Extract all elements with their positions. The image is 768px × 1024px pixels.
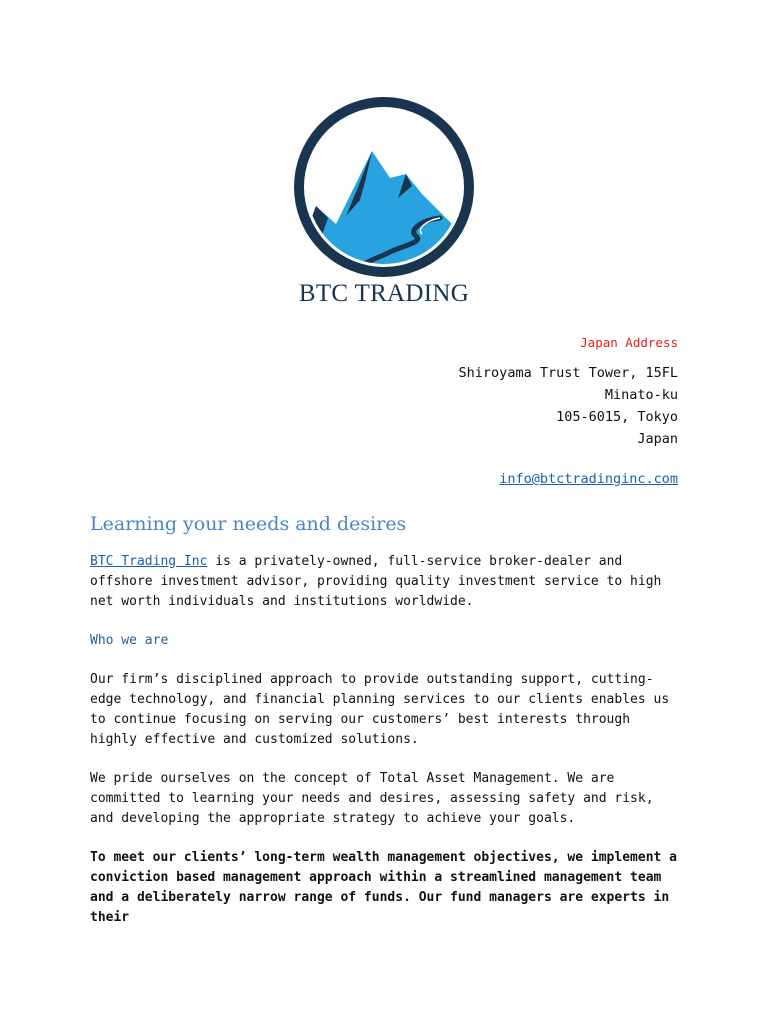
main-content	[90, 514, 680, 947]
logo	[294, 96, 474, 278]
address-line-1: Shiroyama Trust Tower, 15FL	[458, 365, 678, 381]
mountain-river-logo-icon	[294, 96, 474, 278]
address-line-2: Minato-ku	[604, 387, 678, 403]
address-line-4: Japan	[637, 431, 678, 447]
intro-paragraph	[90, 552, 680, 612]
address-line-3: 105-6015, Tokyo	[556, 409, 678, 425]
company-link[interactable]: BTC Trading Inc	[90, 554, 208, 569]
intro-text: is a privately-owned, full-service broker-dealer and offshore investment advisor, providing quality investment service to high net worth individuals and institutions worldwide.	[90, 554, 662, 609]
section-title: Learning your needs and desires	[90, 513, 407, 535]
address-heading: Japan Address	[580, 335, 678, 350]
paragraph-wealth-objectives: To meet our clients’ long-term wealth management objectives, we implement a conviction based management approach within a streamlined management team and a deliberately narrow range of funds. Our fund managers are experts in their	[90, 850, 677, 925]
who-we-are-heading: Who we are	[90, 633, 169, 648]
company-name: BTC TRADING	[298, 280, 470, 307]
email-link[interactable]: info@btctradinginc.com	[499, 471, 678, 487]
address-block	[459, 332, 678, 490]
paragraph-total-asset: We pride ourselves on the concept of Total Asset Management. We are committed to learning your needs and desires, assessing safety and risk, and developing the appropriate strategy to achieve your goals.	[90, 771, 654, 826]
paragraph-approach: Our firm’s disciplined approach to provide outstanding support, cutting-edge technology, and financial planning services to our clients enables us to continue focusing on serving our customers’ best interests through highly effective and customized solutions.	[90, 672, 670, 747]
